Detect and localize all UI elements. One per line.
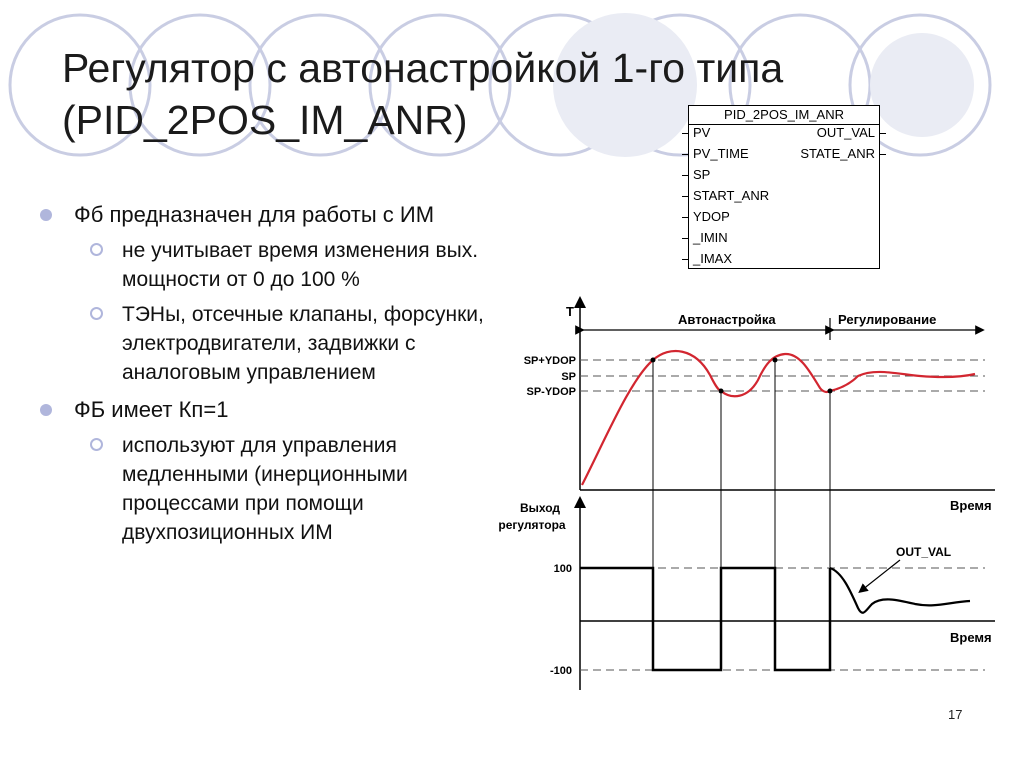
bottom-y-axis-label-1: Выход (519, 501, 561, 515)
sub-bullet-text: используют для управления медленными (инерционными процессами при помощи двухпозиционных ИМ (122, 434, 408, 544)
input-pin: _IMIN (693, 230, 728, 245)
input-pin: _IMAX (693, 251, 733, 266)
level-label-sp-minus-ydop: SP-YDOP (526, 386, 576, 398)
pin-tick (682, 196, 689, 197)
switch-point (773, 358, 778, 363)
slide-title-line1: Регулятор с автонастройкой 1-го типа (62, 45, 784, 91)
sub-bullet-text: ТЭНы, отсечные клапаны, форсунки, электродвигатели, задвижки с аналоговым управлением (122, 303, 484, 384)
function-block (688, 105, 880, 269)
bullet-item: ФБ имеет Кп=1 (38, 395, 488, 425)
sub-bullet-text: не учитывает время изменения вых. мощности от 0 до 100 % (122, 239, 479, 291)
pin-tick (682, 175, 689, 176)
pin-tick (682, 238, 689, 239)
input-pin: YDOP (693, 209, 730, 224)
top-y-axis-label: T (566, 304, 574, 319)
tick-label-100: 100 (553, 563, 572, 575)
pin-tick (879, 154, 886, 155)
out-val-pointer (862, 560, 900, 590)
sub-bullet-item (90, 431, 488, 547)
input-pin: SP (693, 167, 711, 182)
slide-title (62, 42, 783, 146)
switch-point (828, 389, 833, 394)
pin-tick (682, 154, 689, 155)
sub-bullet-item (90, 300, 488, 387)
output-pin: OUT_VAL (816, 125, 875, 140)
pin-tick (682, 259, 689, 260)
slide-title-line2: (PID_2POS_IM_ANR) (62, 97, 468, 143)
pin-tick (879, 133, 886, 134)
switch-point (719, 389, 724, 394)
level-label-sp-plus-ydop: SP+YDOP (523, 355, 576, 367)
bullet-list (38, 200, 488, 547)
switch-point (651, 358, 656, 363)
input-pin: PV (693, 125, 711, 140)
page-number: 17 (948, 707, 963, 722)
function-block-name: PID_2POS_IM_ANR (689, 106, 879, 125)
deco-circle-filled (870, 33, 974, 137)
autotune-timing-diagram (480, 290, 1010, 700)
out-val-curve (830, 568, 970, 613)
out-val-label: OUT_VAL (896, 545, 952, 559)
ring-bullet-icon (90, 438, 103, 451)
ring-bullet-icon (90, 243, 103, 256)
controller-output-square-wave (580, 568, 830, 670)
top-x-axis-label: Время (950, 498, 992, 513)
pin-tick (682, 133, 689, 134)
pin-tick (682, 217, 689, 218)
bullet-item: Фб предназначен для работы с ИМ (38, 200, 488, 230)
input-pin: START_ANR (693, 188, 770, 203)
ring-bullet-icon (90, 307, 103, 320)
process-value-curve (582, 351, 975, 485)
phase-label-regulation: Регулирование (838, 312, 937, 327)
bottom-y-axis-label-2: регулятора (498, 518, 566, 532)
phase-label-autotune: Автонастройка (678, 312, 776, 327)
input-pin: PV_TIME (693, 146, 749, 161)
bottom-x-axis-label: Время (950, 630, 992, 645)
level-label-sp: SP (561, 371, 576, 383)
sub-bullet-item (90, 236, 488, 294)
tick-label-minus-100: -100 (549, 665, 572, 677)
output-pin: STATE_ANR (800, 146, 875, 161)
